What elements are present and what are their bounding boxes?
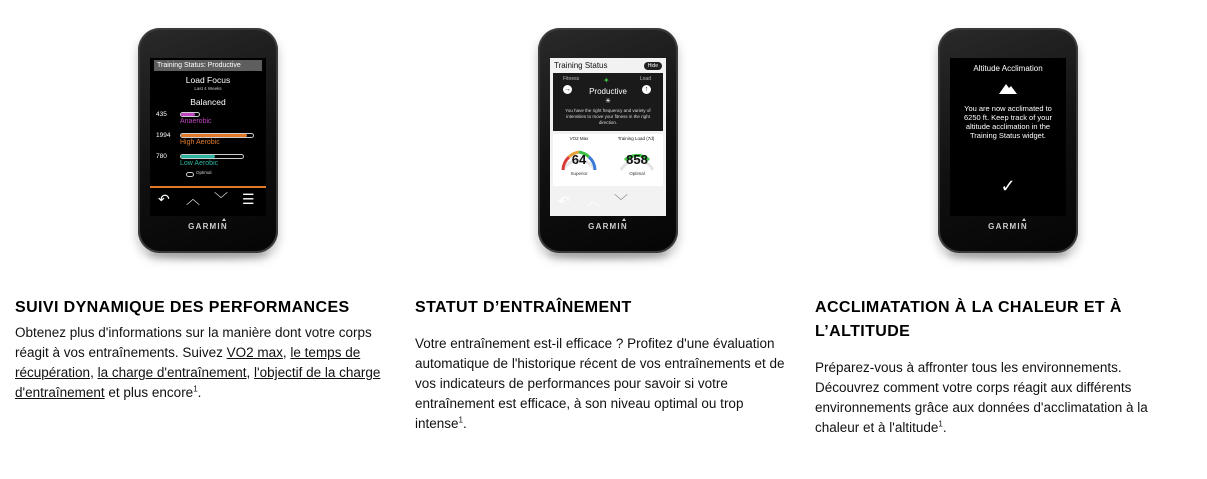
status-panel: [553, 73, 663, 131]
metrics-panel: [553, 134, 663, 186]
row-label: Anaerobic: [180, 118, 212, 125]
optimal-legend-icon: [186, 172, 194, 177]
feature-acclimation: [800, 0, 1195, 479]
screen-divider: [150, 186, 266, 188]
training-load-value: 858: [626, 152, 648, 167]
menu-icon[interactable]: ☰: [242, 191, 255, 207]
load-bar: [180, 133, 254, 138]
status-value: Productive: [589, 87, 627, 96]
arrow-right-icon: →: [564, 86, 571, 93]
description-text: Obtenez plus d'informations sur la manière dont votre corps réagit à vos entraînements. Suivez: [15, 325, 372, 360]
link-training-load[interactable]: la charge d'entraînement: [97, 365, 247, 380]
mountain-icon: [999, 82, 1017, 94]
training-load-rating: Optimal: [629, 171, 645, 176]
device-image: [138, 28, 278, 253]
period: .: [197, 385, 202, 400]
row-value: 435: [156, 111, 167, 118]
feature-heading: ACCLIMATATION À LA CHALEUR ET À L’ALTITUDE: [815, 299, 1122, 340]
feature-description: [415, 334, 797, 434]
description-text: Votre entraînement est-il efficace ? Profitez d'une évaluation automatique de l'historique récent de vos entraînements et de vos indicateurs de performances pour savoir si votre entraînement est efficace, à son niveau optimal ou trop intense: [415, 336, 785, 431]
hide-button[interactable]: Hide: [644, 62, 662, 70]
row-label: Low Aerobic: [180, 160, 219, 167]
chevron-up-icon[interactable]: ︿: [186, 191, 200, 207]
separator: ,: [90, 365, 98, 380]
device-screen: [150, 58, 266, 216]
feature-heading: SUIVI DYNAMIQUE DES PERFORMANCES: [15, 299, 350, 316]
period: .: [942, 420, 947, 435]
feature-description: [815, 358, 1175, 438]
device-image: [938, 28, 1078, 253]
screen-title: Altitude Acclimation: [973, 64, 1043, 73]
row-value: 1994: [156, 132, 171, 139]
device-image: [538, 28, 678, 253]
screen-title: Load Focus: [185, 75, 231, 85]
checkmark-icon[interactable]: ✓: [1000, 176, 1016, 196]
device-screen: [950, 58, 1066, 216]
feature-heading: STATUT D’ENTRAÎNEMENT: [415, 299, 632, 316]
footnote: 1: [458, 415, 463, 425]
feature-performance: [0, 0, 395, 479]
acclimation-message: You are now acclimated to 6250 ft. Keep track of your altitude acclimation in the Training Status widget.: [964, 104, 1052, 140]
vo2-rating: Superior: [570, 171, 588, 176]
footnote: 1: [938, 419, 943, 429]
training-load-label: Training Load (7d): [617, 136, 655, 141]
separator: ,: [246, 365, 255, 380]
screen-header: Training Status: Productive: [154, 60, 262, 71]
arrow-up-icon: ↑: [642, 85, 651, 94]
load-bar: [180, 112, 200, 117]
chevron-down-icon[interactable]: ﹀: [214, 191, 228, 207]
vo2-value: 64: [571, 152, 587, 167]
row-value: 780: [156, 153, 167, 160]
brand-logo: GARMIN: [938, 222, 1078, 231]
fitness-label: Fitness: [563, 76, 580, 82]
period: .: [463, 416, 467, 431]
back-icon[interactable]: ↶: [558, 193, 570, 209]
link-recovery-time[interactable]: le temps de récupération: [15, 345, 361, 380]
brand-logo: GARMIN: [138, 222, 278, 231]
feature-training-status: [400, 0, 795, 479]
link-vo2max[interactable]: VO2 max: [226, 345, 283, 360]
brand-logo: GARMIN: [538, 222, 678, 231]
row-label: High Aerobic: [180, 139, 220, 146]
vo2-label: VO2 Max: [569, 136, 589, 141]
runner-icon: ✦: [603, 76, 610, 85]
load-label: Load: [639, 76, 651, 82]
feature-description: [15, 323, 397, 403]
chevron-up-icon[interactable]: ︿: [586, 193, 600, 209]
description-text: Préparez-vous à affronter tous les environnements. Découvrez comment votre corps réagit aux différents environnements grâce aux données d'acclimatation à la chaleur et à l'altitude: [815, 360, 1148, 435]
device-screen: [550, 58, 666, 216]
footnote: 1: [193, 384, 198, 394]
link-training-load-focus[interactable]: l'objectif de la charge d'entraînement: [15, 365, 381, 400]
screen-subtitle: Last 4 Weeks: [194, 86, 222, 91]
back-icon[interactable]: ↶: [158, 191, 170, 207]
description-text: et plus encore: [104, 385, 194, 400]
separator: ,: [282, 345, 291, 360]
sun-icon: ☀: [604, 98, 612, 105]
screen-title: Training Status: [554, 61, 608, 70]
optimal-legend: Optimal: [196, 170, 212, 175]
chevron-down-icon[interactable]: ﹀: [614, 193, 628, 209]
screen-status: Balanced: [190, 97, 226, 107]
load-bar: [180, 154, 244, 159]
status-description: You have the right frequency and variety of intensities to move your fitness in the right direction.: [565, 108, 651, 125]
